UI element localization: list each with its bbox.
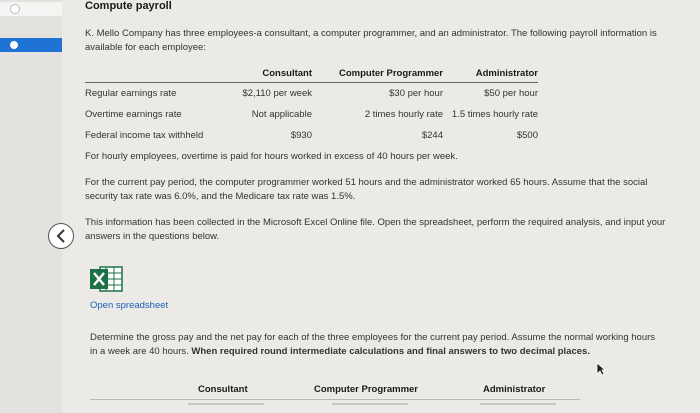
payroll-info-table xyxy=(85,64,538,146)
table-cell: Not applicable xyxy=(251,109,312,120)
circle-icon xyxy=(10,41,18,49)
excel-note-text: This information has been collected in the Microsoft Excel Online file. Open the spreadsheet, perform the required analysis, and input your answers in the questions below. xyxy=(85,217,666,242)
table-cell: 1.5 times hourly rate xyxy=(451,109,538,120)
table-row xyxy=(85,83,538,105)
answer-col-programmer: Computer Programmer xyxy=(314,384,418,395)
table-header-cell xyxy=(85,64,232,83)
table-cell: $500 xyxy=(516,130,538,141)
table-cell: $30 per hour xyxy=(389,88,443,99)
table-cell: $244 xyxy=(421,130,443,141)
open-spreadsheet-link[interactable]: Open spreadsheet xyxy=(90,300,169,311)
table-header-cell: Consultant xyxy=(262,67,312,79)
overtime-note: For hourly employees, overtime is paid for hours worked in excess of 40 hours per week. xyxy=(85,151,458,162)
circle-icon xyxy=(10,4,20,14)
table-cell: $2,110 per week xyxy=(242,88,312,99)
question-nav-item-active[interactable] xyxy=(0,38,62,52)
question-plain-text: Determine the gross pay and the net pay for each of the three employees for the current pay period. Assume the normal working hours in a week are 40 hours. xyxy=(90,332,656,357)
answer-col-consultant: Consultant xyxy=(198,384,248,395)
consultant-gross-input[interactable] xyxy=(188,403,264,405)
excel-icon[interactable] xyxy=(90,265,124,293)
table-cell: 2 times hourly rate xyxy=(364,109,443,120)
mouse-pointer-icon xyxy=(596,362,606,376)
table-header-cell: Administrator xyxy=(475,67,538,79)
back-button[interactable] xyxy=(48,223,74,249)
table-header-row xyxy=(85,64,538,83)
intro-text: K. Mello Company has three employees-a consultant, a computer programmer, and an administrator. The following payroll information is available for each employee: xyxy=(85,28,657,53)
table-cell: $930 xyxy=(290,130,312,141)
question-text xyxy=(90,331,660,359)
question-bold-text: When required round intermediate calculations and final answers to two decimal places. xyxy=(191,346,590,357)
programmer-gross-input[interactable] xyxy=(332,403,408,405)
question-nav-item[interactable] xyxy=(0,2,62,16)
table-row xyxy=(85,104,538,125)
table-row xyxy=(85,125,538,146)
table-cell: Overtime earnings rate xyxy=(85,109,182,120)
chevron-left-icon xyxy=(55,229,67,243)
table-cell: Federal income tax withheld xyxy=(85,130,204,141)
answer-table-divider xyxy=(90,399,580,400)
answer-col-administrator: Administrator xyxy=(483,384,546,395)
page-title: Compute payroll xyxy=(85,0,172,12)
question-nav-sidebar xyxy=(0,0,62,413)
table-cell: Regular earnings rate xyxy=(85,88,177,99)
current-period-text: For the current pay period, the computer programmer worked 51 hours and the administrator worked 65 hours. Assume that the social security tax rate was 6.0%, and the Medicare tax rate was 1.5%. xyxy=(85,177,648,202)
table-cell: $50 per hour xyxy=(484,88,538,99)
table-header-cell: Computer Programmer xyxy=(339,67,443,79)
administrator-gross-input[interactable] xyxy=(480,403,556,405)
